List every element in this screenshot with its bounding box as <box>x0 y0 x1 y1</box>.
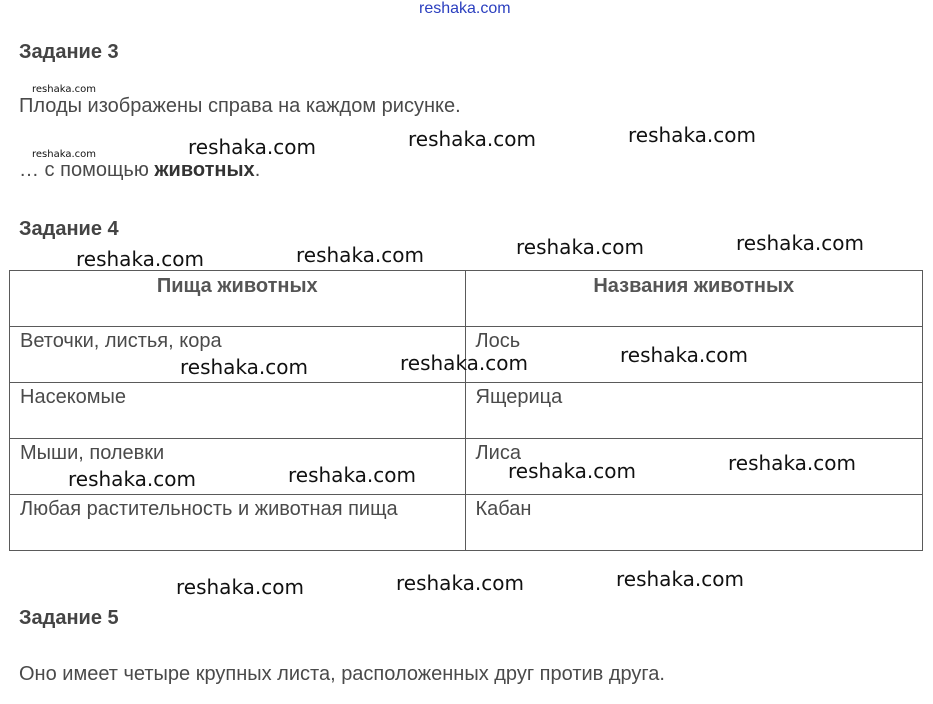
watermark: reshaka.com <box>616 567 744 591</box>
task3-line1: Плоды изображены справа на каждом рисунке. <box>19 95 461 117</box>
watermark-small: reshaka.com <box>32 84 96 95</box>
watermark: reshaka.com <box>620 343 748 367</box>
cell-animal: Лось <box>465 327 922 383</box>
watermark: reshaka.com <box>76 247 204 271</box>
watermark: reshaka.com <box>400 351 528 375</box>
cell-animal: Кабан <box>465 495 922 551</box>
table-header-row <box>10 271 923 327</box>
watermark: reshaka.com <box>736 231 864 255</box>
header-animals: Названия животных <box>465 271 922 327</box>
watermark: reshaka.com <box>508 459 636 483</box>
watermark: reshaka.com <box>408 127 536 151</box>
header-food: Пища животных <box>10 271 466 327</box>
task5-line1: Оно имеет четыре крупных листа, расположенных друг против друга. <box>19 663 665 685</box>
task3-line2-suffix: . <box>254 159 261 181</box>
task5-heading: Задание 5 <box>19 607 119 629</box>
cell-animal: Ящерица <box>465 383 922 439</box>
watermark: reshaka.com <box>516 235 644 259</box>
watermark: reshaka.com <box>68 467 196 491</box>
cell-food: Веточки, листья, кора <box>10 327 466 383</box>
task3-line2 <box>19 159 260 182</box>
watermark: reshaka.com <box>176 575 304 599</box>
task4-heading: Задание 4 <box>19 218 119 240</box>
watermark-top: reshaka.com <box>419 0 511 17</box>
cell-food: Мыши, полевки <box>10 439 466 495</box>
watermark: reshaka.com <box>728 451 856 475</box>
cell-animal: Лиса <box>465 439 922 495</box>
table-row <box>10 495 923 551</box>
watermark: reshaka.com <box>180 355 308 379</box>
task3-line2-bold: животных <box>154 159 255 181</box>
table-row <box>10 383 923 439</box>
watermark-small: reshaka.com <box>32 149 96 160</box>
task3-line2-prefix: … с помощью <box>19 159 155 181</box>
cell-food: Насекомые <box>10 383 466 439</box>
watermark: reshaka.com <box>396 571 524 595</box>
watermark: reshaka.com <box>288 463 416 487</box>
task3-heading: Задание 3 <box>19 41 119 63</box>
watermark: reshaka.com <box>628 123 756 147</box>
cell-food: Любая растительность и животная пища <box>10 495 466 551</box>
watermark: reshaka.com <box>296 243 424 267</box>
watermark: reshaka.com <box>188 135 316 159</box>
animals-table <box>9 270 923 551</box>
